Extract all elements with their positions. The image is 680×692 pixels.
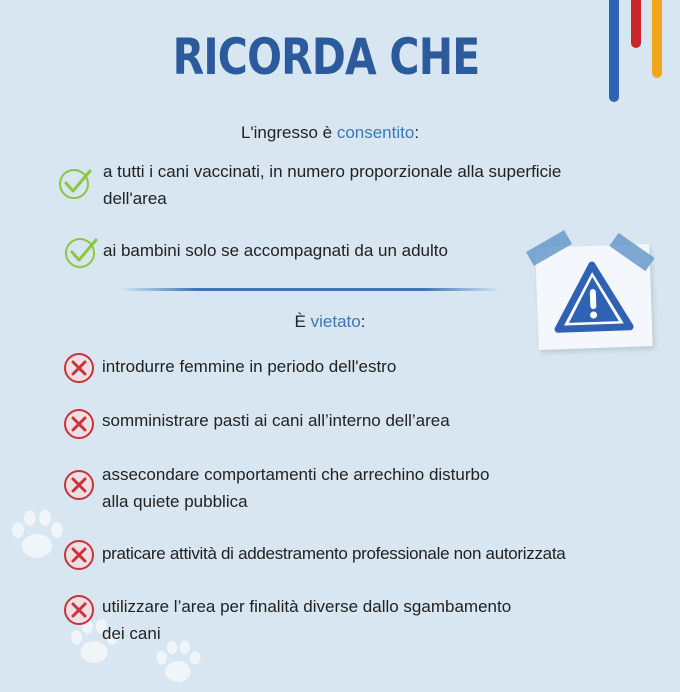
allowed-item-line1: a tutti i cani vaccinati, in numero proporzionale alla superficie <box>103 162 562 181</box>
forbidden-heading: È vietato: <box>294 312 366 331</box>
forbidden-item-line1: praticare attività di addestramento professionale non autorizzata <box>102 544 566 563</box>
forbidden-item-line1: somministrare pasti ai cani all’interno dell’area <box>102 411 450 430</box>
section-divider <box>120 288 500 291</box>
allowed-heading: L'ingresso è consentito: <box>240 123 420 142</box>
cross-icon <box>62 407 96 441</box>
cross-icon <box>62 538 96 572</box>
forbidden-item-line2: dei cani <box>102 624 161 643</box>
check-icon <box>64 235 98 269</box>
accent-stripe-red <box>631 0 641 48</box>
cross-icon <box>62 593 96 627</box>
allowed-highlight: consentito <box>336 123 415 142</box>
accent-stripe-orange <box>652 0 662 78</box>
check-icon <box>58 166 92 200</box>
forbidden-item-line2: alla quiete pubblica <box>102 492 248 511</box>
allowed-item-line1: ai bambini solo se accompagnati da un adulto <box>103 241 448 260</box>
forbidden-item-line1: assecondare comportamenti che arrechino disturbo <box>102 465 490 484</box>
allowed-item-line2: dell'area <box>103 189 167 208</box>
forbidden-highlight: vietato <box>310 312 361 331</box>
accent-stripe-blue <box>609 0 619 102</box>
forbidden-item-line1: introdurre femmine in periodo dell'estro <box>102 357 397 376</box>
forbidden-item-line1: utilizzare l’area per finalità diverse dallo sgambamento <box>102 597 512 616</box>
page-title: RICORDA CHE <box>172 28 480 86</box>
cross-icon <box>62 351 96 385</box>
cross-icon <box>62 468 96 502</box>
